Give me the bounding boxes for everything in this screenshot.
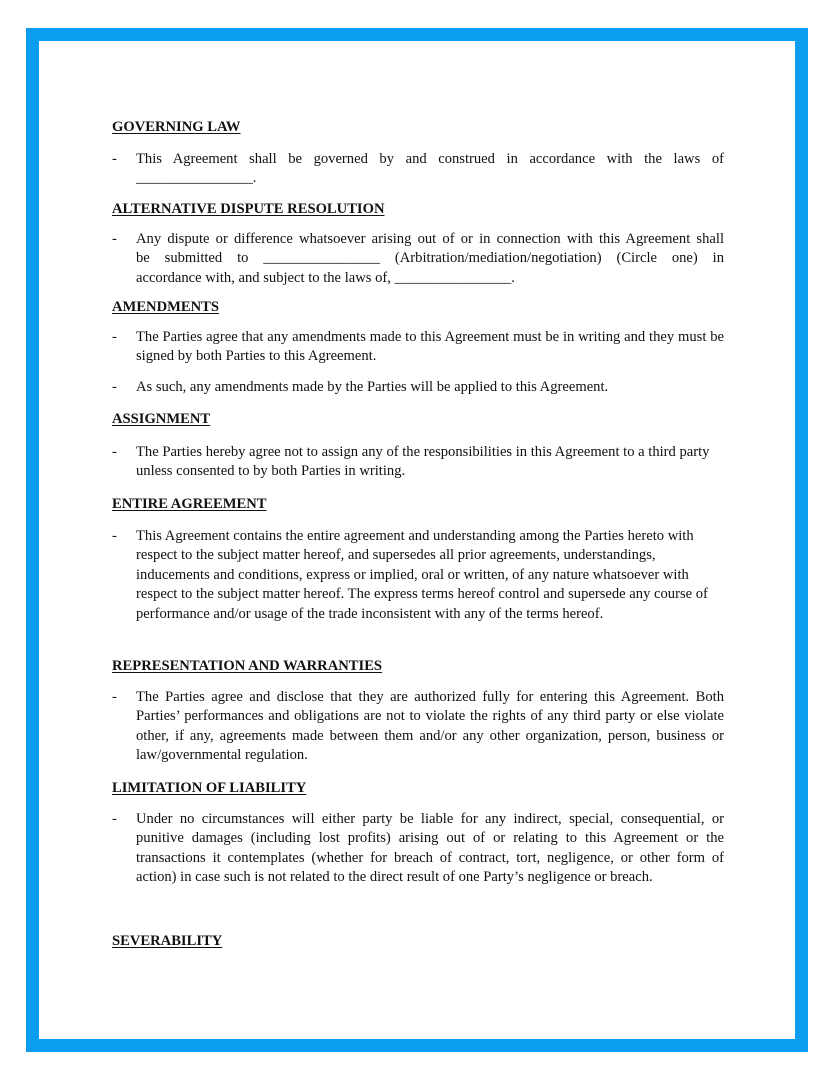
limitation-clause	[112, 810, 724, 888]
heading-governing-law: GOVERNING LAW	[112, 119, 241, 135]
bullet-dash: -	[112, 231, 117, 247]
heading-representation-and-warranties: REPRESENTATION AND WARRANTIES	[112, 658, 383, 674]
clause-text: As such, any amendments made by the Parties will be applied to this Agreement.	[136, 379, 609, 395]
clause-text: The Parties agree and disclose that they are authorized fully for entering this Agreement. Both Parties’ performances and obligations are not to violate the rights of any third party or else violate other, if any, agreements made between them and/or any other organization, person, business or law/governmental regulation.	[136, 689, 724, 764]
heading-alternative-dispute-resolution: ALTERNATIVE DISPUTE RESOLUTION	[112, 201, 385, 217]
bullet-dash: -	[112, 329, 117, 345]
heading-severability: SEVERABILITY	[112, 933, 223, 949]
clause-line: be submitted to ________________ (Arbitration/mediation/negotiation) (Circle one) in	[136, 250, 724, 267]
bullet-dash: -	[112, 528, 117, 544]
bullet-dash: -	[112, 811, 117, 827]
clause-line: Any dispute or difference whatsoever arising out of or in connection with this Agreement shall	[136, 231, 724, 247]
amendments-clause-1	[112, 328, 724, 367]
clause-line: This Agreement shall be governed by and construed in accordance with the laws of	[136, 151, 724, 167]
assignment-clause	[112, 443, 724, 482]
dispute-resolution-clause	[112, 230, 724, 288]
heading-limitation-of-liability: LIMITATION OF LIABILITY	[112, 780, 307, 796]
bullet-dash: -	[112, 151, 117, 167]
governing-law-clause	[112, 150, 724, 189]
clause-text: Under no circumstances will either party be liable for any indirect, special, consequential, or punitive damages (including lost profits) arising out of or relating to this Agreement or the transactions it contemplates (whether for breach of contract, tort, negligence, or other form of action) in case such is not related to the direct result of one Party’s negligence or breach.	[136, 811, 724, 886]
representation-clause	[112, 688, 724, 766]
clause-text: The Parties hereby agree not to assign any of the responsibilities in this Agreement to a third party unless consented to by both Parties in writing.	[136, 444, 710, 480]
amendments-clause-2	[112, 378, 724, 397]
bullet-dash: -	[112, 444, 117, 460]
heading-assignment: ASSIGNMENT	[112, 411, 211, 427]
clause-line: ________________.	[136, 170, 257, 187]
clause-text: The Parties agree that any amendments made to this Agreement must be in writing and they must be signed by both Parties to this Agreement.	[136, 329, 724, 365]
clause-text: This Agreement contains the entire agreement and understanding among the Parties hereto with respect to the subject matter hereof, and supersedes all prior agreements, understandings, inducements and conditions, express or implied, oral or written, of any nature whatsoever with respect to the subject matter hereof. The express terms hereof control and supersede any course of performance and/or usage of the trade inconsistent with any of the terms hereof.	[136, 528, 708, 622]
heading-amendments: AMENDMENTS	[112, 299, 220, 315]
bullet-dash: -	[112, 689, 117, 705]
entire-agreement-clause	[112, 527, 724, 624]
clause-line: accordance with, and subject to the laws of, ________________.	[136, 269, 515, 286]
heading-entire-agreement: ENTIRE AGREEMENT	[112, 496, 267, 512]
bullet-dash: -	[112, 379, 117, 395]
